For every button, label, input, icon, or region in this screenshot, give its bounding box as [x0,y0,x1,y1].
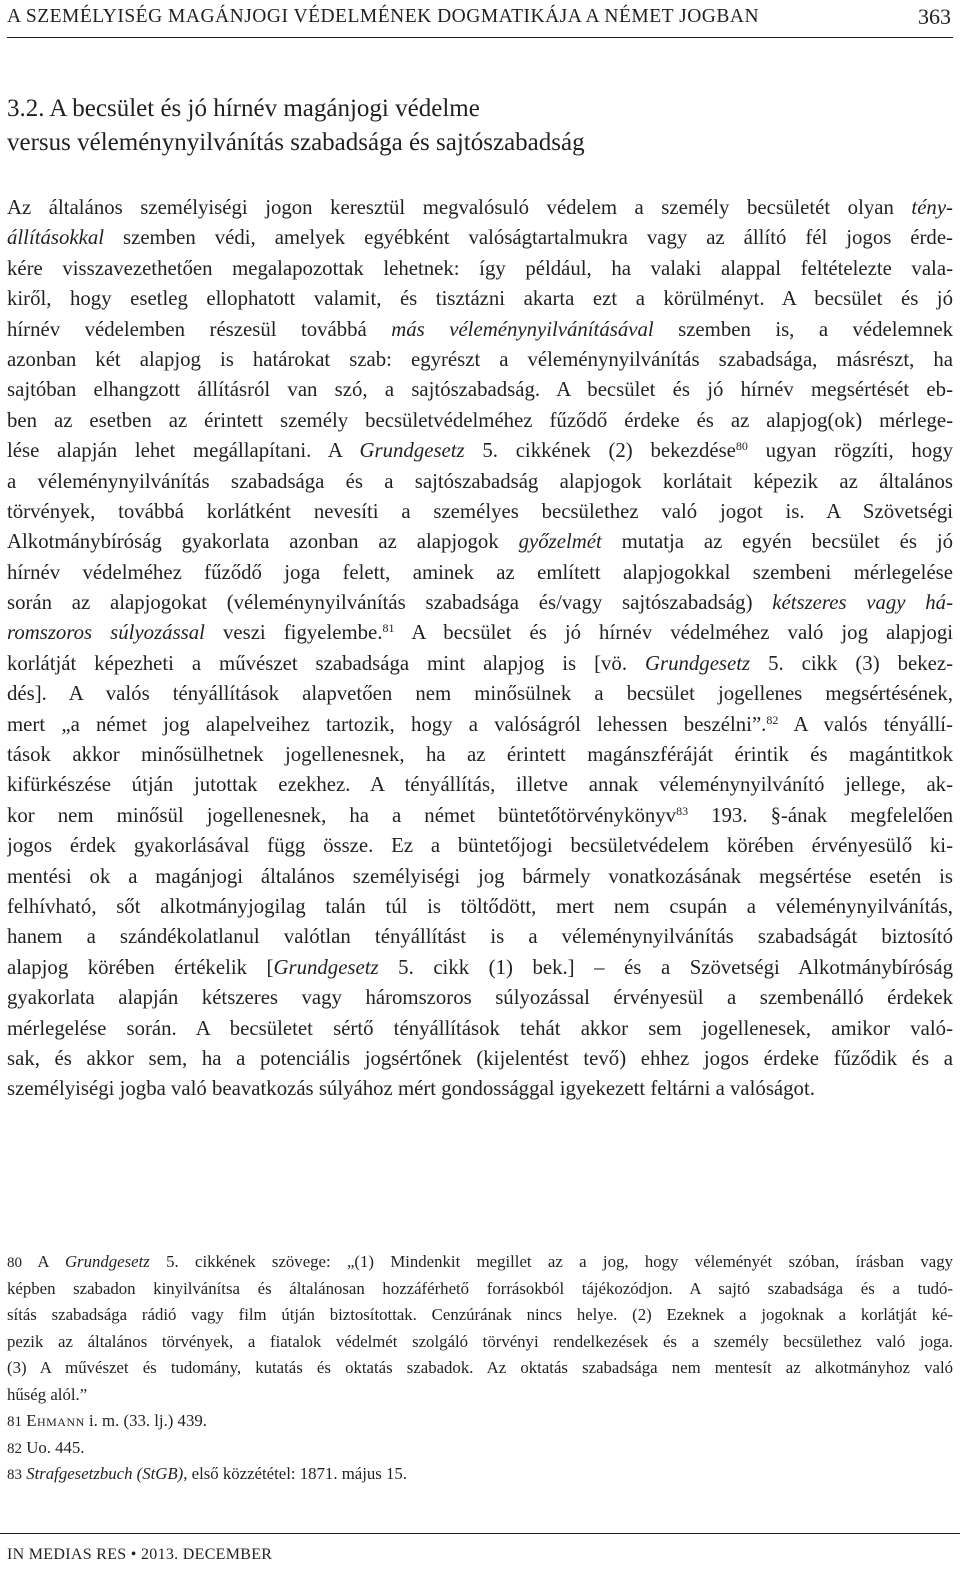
footnote-number: 83 [7,1467,22,1483]
body-line [7,770,953,800]
body-line [7,558,953,588]
text-run: ugyan rögzíti, hogy [747,439,953,463]
text-run: hűség alól.” [7,1384,88,1404]
italic-text: kétszeres vagy há- [772,591,953,615]
italic-text: tény- [911,196,953,219]
body-line [7,284,953,314]
body-line [7,649,953,679]
body-line [7,497,953,527]
body-line [7,467,953,497]
footnote-ref: 82 [766,712,779,727]
footer-rule [0,1533,960,1534]
text-run: Alkotmánybíróság gyakorlata azonban az alapjogok [7,530,519,554]
text-run: azonban két alapjog is határokat szab: egyrészt a véleménynyilvánítás szabadsága, másrészt, ha [7,347,953,371]
italic-text: Grundgesetz [359,439,465,463]
body-line [7,588,953,618]
body-line [7,315,953,345]
footnote-number: 82 [7,1440,22,1457]
footnote-number: 81 [7,1414,22,1430]
body-line [7,953,953,983]
body-line [7,406,953,436]
section-heading-line1: 3.2. A becsület és jó hírnév magánjogi védelme [7,95,480,122]
text-run: a véleménynyilvánítás szabadsága és a sajtószabadság alapjogok korlátait képezik az általános [7,469,953,493]
text-run: sajtóban elhangzott állításról van szó, a sajtószabadság. A becsület és jó hírnév megsértését eb- [7,378,953,402]
italic-text: győzelmét [518,530,602,554]
section-heading-line2: versus véleménynyilvánítás szabadsága és sajtószabadság [7,129,585,156]
text-run: során az alapjogokat (véleménynyilvánítás szabadsága és/vagy sajtószabadság) [7,591,773,615]
text-run: kiről, hogy esetleg ellophatott valamit, és tisztázni akarta ezt a körülményt. A becsület és jó [7,287,953,311]
body-line [7,375,953,405]
body-line [7,892,953,922]
text-run: kifürkészése útján jutottak ezekhez. A tényállítás, illetve annak véleménynyilvánító jellege, ak- [7,773,953,797]
text-run: mert „a német jog alapelveihez tartozik, hogy a valóságról lehessen beszélni”. [7,712,767,736]
italic-text: Grundgesetz [273,955,379,979]
body-line [7,740,953,770]
body-line [7,1074,953,1104]
body-line [7,710,953,740]
italic-text: Grundgesetz [64,1252,150,1271]
body-line [7,831,953,861]
text-run: 5. cikkének (2) bekezdése [464,439,736,463]
text-run: Uo. 445. [22,1437,85,1457]
body-line [7,922,953,952]
text-run: szemben is, a védelemnek [653,317,953,341]
body-line [7,862,953,892]
body-line [7,436,953,466]
footnotes [7,1249,953,1488]
body-line [7,254,953,284]
text-run: , első közzététel: 1871. május 15. [183,1464,407,1483]
body-line [7,1014,953,1044]
body-line [7,345,953,375]
journal-footer: IN MEDIAS RES • 2013. DECEMBER [7,1546,273,1563]
body-line [7,801,953,831]
text-run: hírnév védelméhez fűződő joga felett, aminek az említett alapjogokkal szembeni mérlegelése [7,560,953,584]
text-run: mentési ok a magánjogi általános személyiségi jog bármely vonatkozásának megsértése esetén is [7,864,953,888]
text-run: pezik az általános törvények, a fiatalok védelmét szolgáló törvényi rendelkezések és a személy becsülethez való joga. [7,1331,953,1351]
text-run: A [22,1252,65,1271]
italic-text: Grundgesetz [644,651,751,675]
text-run: gyakorlata alapján kétszeres vagy háromszoros súlyozással érvényesül a szembenálló érdekek [7,986,953,1010]
text-run: ben az esetben az érintett személy becsületvédelméhez fűződő érdeke és az alapjog(ok) mérlege- [7,408,953,432]
body-text [7,193,953,1105]
body-line [7,618,953,648]
text-run: hírnév védelemben részesül továbbá [7,317,392,341]
text-run: jogos érdek gyakorlásával függ össze. Ez a büntetőjogi becsületvédelem körében érvényesülő ki- [7,834,953,858]
text-run: szemben védi, amelyek egyébként valóságtartalmukra vagy az állító fél jogos érde- [104,226,953,250]
text-run: 5. cikkének szövege: „(1) Mindenkit megillet az a jog, hogy véleményét szóban, írásban vagy [149,1252,953,1271]
text-run: (3) A művészet és tudomány, kutatás és oktatás szabadok. Az oktatás szabadsága nem mentesít az alkotmányhoz való [7,1358,953,1377]
text-run: 193. §-ának megfelelően [688,803,953,827]
text-run: dés]. A valós tényállítások alapvetően nem minősülnek a becsület jogellenes megsértésének, [7,682,953,706]
footnote-line [7,1302,953,1329]
body-line [7,223,953,253]
footnote-ref: 83 [676,803,689,818]
body-line [7,527,953,557]
text-run: kor nem minősül jogellenesnek, ha a német büntetőtörvénykönyv [7,803,677,827]
footnote-line [7,1276,953,1303]
footnote-line [7,1355,953,1382]
text-run: kére visszavezethetően megalapozottak lehetnek: így például, ha valaki alappal feltételezte vala- [7,256,953,280]
text-run: törvények, továbbá korlátként nevesíti a személyes becsülethez való jogot is. A Szövetségi [7,499,953,523]
running-header [7,4,953,38]
text-run: hanem a szándékolatlanul valótlan tényállítást is a véleménynyilvánítás szabadságát biztosító [7,925,953,949]
text-run: felhívható, sőt alkotmányjogilag talán túl is töltődött, mert nem csupán a véleménynyilvánítás, [7,894,953,918]
text-run: mérlegelése során. A becsületet sértő tényállítások tehát akkor sem jogellenesek, amikor való- [7,1016,953,1040]
text-run: képben szabadon kinyilvánítsa és általánosan hozzáférhető forrásokból tájékozódjon. A sajtó szabadsága és a tudó- [7,1278,953,1298]
footnote-line [7,1435,953,1462]
footnote-number: 80 [7,1255,22,1271]
text-run: 5. cikk (3) bekez- [750,651,953,675]
text-run: alapjog körében értékelik [ [7,955,274,979]
text-run: korlátját képezheti a művészet szabadsága mint alapjog is [vö. [7,651,645,675]
page-number: 363 [918,4,951,29]
italic-text: Strafgesetzbuch (StGB) [26,1464,184,1483]
text-run: A becsület és jó hírnév védelméhez való jog alapjogi [394,621,953,645]
text-run: tások akkor minősülhetnek jogellenesnek, ha az érintett magánszféráját érintik és magántitkok [7,743,953,767]
header-rule [7,37,953,38]
running-title: A SZEMÉLYISÉG MAGÁNJOGI VÉDELMÉNEK DOGMATIKÁJA A NÉMET JOGBAN [7,6,760,27]
text-run: A valós tényállí- [778,712,953,736]
body-line [7,1044,953,1074]
text-run: lése alapján lehet megállapítani. A [7,439,360,463]
footnote-line [7,1408,953,1435]
section-heading [7,92,585,160]
text-run: személyiségi jogba való beavatkozás súlyához mért gondossággal igyekezett feltárni a valóságot. [7,1077,815,1101]
text-run: sítás szabadsága rádió vagy film útján biztosítottak. Cenzúrának nincs helye. (2) Ezeknek a jogoknak a korlátját ké- [7,1305,953,1324]
text-run: Az általános személyiségi jogon keresztül megvalósuló védelem a személy becsületét olyan [7,196,912,219]
body-line [7,983,953,1013]
footnote-line [7,1461,953,1488]
footnote-line [7,1249,953,1276]
author-name: Ehmann [26,1411,85,1430]
text-run: sak, és akkor sem, ha a potenciális jogsértőnek (kijelentést tevő) ehhez jogos érdeke fűződik és a [7,1046,953,1070]
text-run: 5. cikk (1) bek.] – és a Szövetségi Alkotmánybíróság [378,955,953,979]
italic-text: más véleménynyilvánításával [391,317,654,341]
italic-text: romszoros súlyozással [7,621,205,645]
text-run: i. m. (33. lj.) 439. [84,1411,207,1430]
footnote-ref: 80 [735,439,748,454]
footnote-ref: 81 [382,621,395,636]
body-line [7,193,953,223]
body-line [7,679,953,709]
italic-text: állításokkal [7,226,105,250]
text-run: veszi figyelembe. [204,621,383,645]
footnote-line [7,1382,953,1409]
footnote-line [7,1329,953,1356]
text-run: mutatja az egyén becsület és jó [601,530,953,554]
